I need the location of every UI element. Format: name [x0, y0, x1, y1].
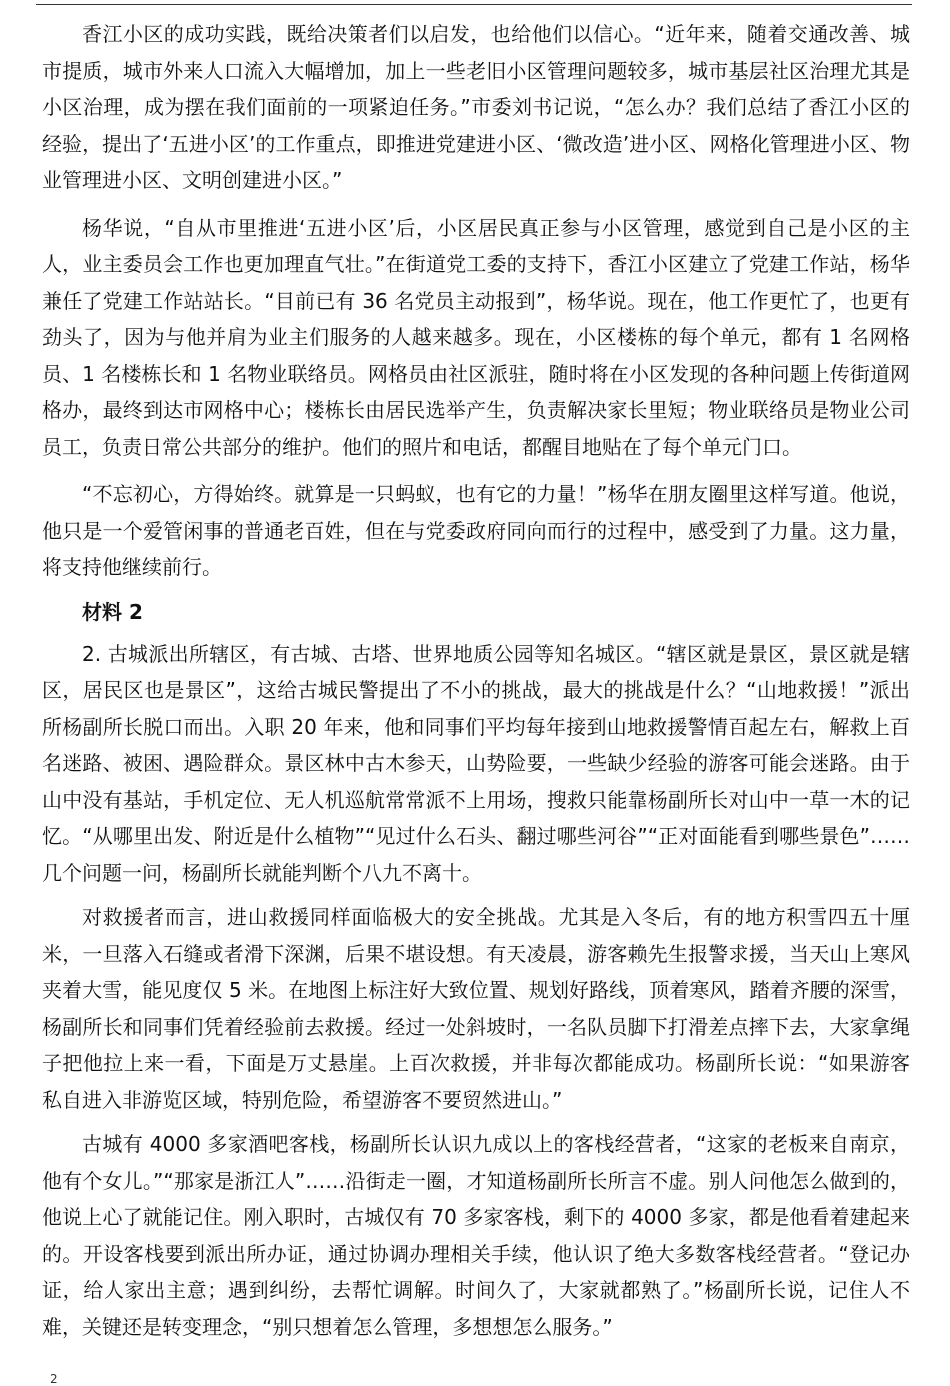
paragraph-rescue-safety: 对救援者而言，进山救援同样面临极大的安全挑战。尤其是入冬后，有的地方积雪四五十厘米，一旦落入石缝或者滑下深渊，后果不堪设想。有天凌晨，游客赖先生报警求援，当天山上寒风夹着大雪，能见度仅 5 米。在地图上标注好大致位置、规划好路线，顶着寒风，踏着齐腰的深雪，杨副所长和同事们凭着经验前去救援。经过一处斜坡时，一名队员脚下打滑差点摔下去，大家拿绳子把他拉上来一看，下面是万丈悬崖。上百次救援，并非每次都能成功。杨副所长说：“如果游客私自进入非游览区域，特别危险，希望游客不要贸然进山。”: [42, 905, 910, 1112]
paragraph-ant-strength: “不忘初心，方得始终。就算是一只蚂蚁，也有它的力量！”杨华在朋友圈里这样写道。他说，他只是一个爱管闲事的普通老百姓，但在与党委政府同向而行的过程中，感受到了力量。这力量，将支持他继续前行。: [42, 482, 910, 579]
paragraph-mountain-rescue: 2. 古城派出所辖区，有古城、古塔、世界地质公园等知名城区。“辖区就是景区，景区就是辖区，居民区也是景区”，这给古城民警提出了不小的挑战，最大的挑战是什么？“山地救援！”派出所杨副所长脱口而出。入职 20 年来，他和同事们平均每年接到山地救援警情百起左右，解救上百名迷路、被困、遇险群众。景区林中古木参天，山势险要，一些缺少经验的游客可能会迷路。由于山中没有基站，手机定位、无人机巡航常常派不上用场，搜救只能靠杨副所长对山中一草一木的记忆。“从哪里出发、附近是什么植物”“见过什么石头、翻过哪些河谷”“正对面能看到哪些景色”……几个问题一问，杨副所长就能判断个八九不离十。: [42, 641, 910, 885]
paragraph-inn-operators: 古城有 4000 多家酒吧客栈，杨副所长认识九成以上的客栈经营者，“这家的老板来自南京，他有个女儿。”“那家是浙江人”……沿街走一圈，才知道杨副所长所言不虚。别人问他怎么做到的，他说上心了就能记住。刚入职时，古城仅有 70 多家客栈，剩下的 4000 多家，都是他看着建起来的。开设客栈要到派出所办证，通过协调办理相关手续，他认识了绝大多数客栈经营者。“登记办证，给人家出主意；遇到纠纷，去帮忙调解。时间久了，大家就都熟了。”杨副所长说，记住人不难，关键还是转变理念，“别只想着怎么管理，多想想怎么服务。”: [42, 1132, 910, 1339]
section-heading-material-2: 材料 2: [82, 599, 143, 624]
paragraph-yanghua-quote: 杨华说，“自从市里推进‘五进小区’后，小区居民真正参与小区管理，感觉到自己是小区的主人，业主委员会工作也更加理直气壮。”在街道党工委的支持下，香江小区建立了党建工作站，杨华兼任了党建工作站站长。“目前已有 36 名党员主动报到”，杨华说。现在，他工作更忙了，也更有劲头了，因为与他并肩为业主们服务的人越来越多。现在，小区楼栋的每个单元，都有 1 名网格员、1 名楼栋长和 1 名物业联络员。网格员由社区派驻，随时将在小区发现的各种问题上传街道网格办，最终到达市网格中心；楼栋长由居民选举产生，负责解决家长里短；物业联络员是物业公司员工，负责日常公共部分的维护。他们的照片和电话，都醒目地贴在了每个单元门口。: [42, 215, 910, 459]
paragraph-xiangjiang-practice: 香江小区的成功实践，既给决策者们以启发，也给他们以信心。“近年来，随着交通改善、城市提质，城市外来人口流入大幅增加，加上一些老旧小区管理问题较多，城市基层社区治理尤其是小区治理，成为摆在我们面前的一项紧迫任务。”市委刘书记说，“怎么办？我们总结了香江小区的经验，提出了‘五进小区’的工作重点，即推进党建进小区、‘微改造’进小区、网格化管理进小区、物业管理进小区、文明创建进小区。”: [42, 22, 910, 192]
page-number: 2: [50, 1372, 58, 1386]
document-body: [42, 16, 910, 1356]
page-top-rule: [36, 4, 912, 5]
